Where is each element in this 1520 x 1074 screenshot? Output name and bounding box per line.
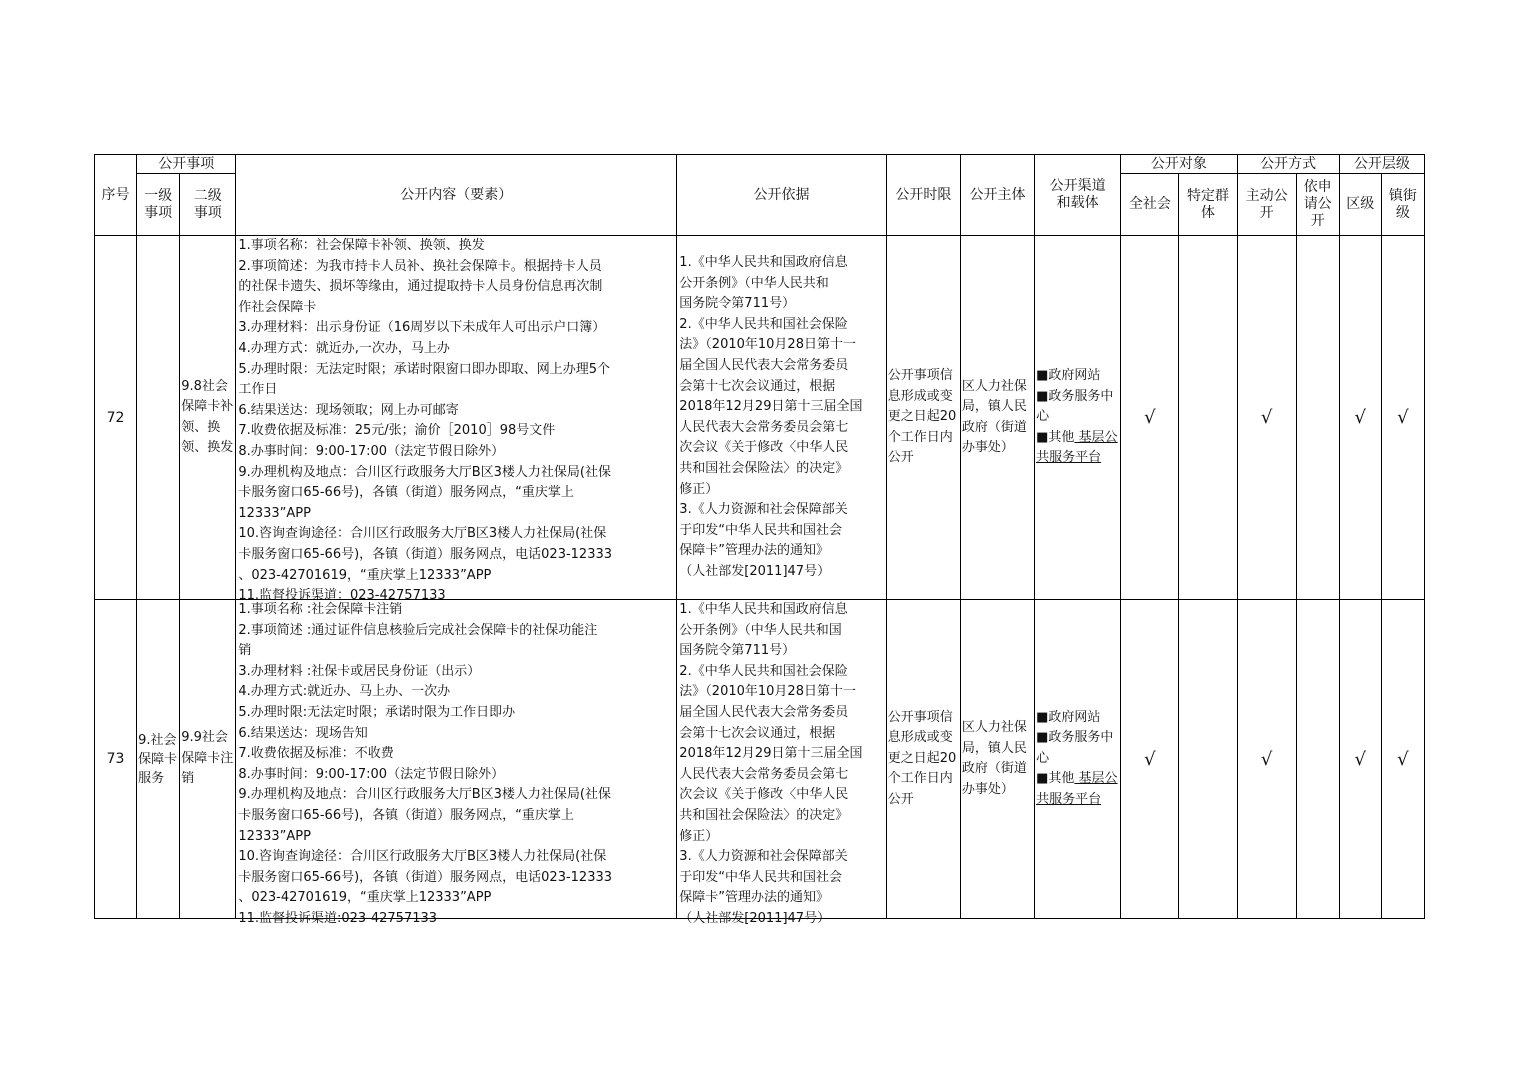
row-on-request (1296, 600, 1339, 919)
header-level1 (137, 174, 180, 236)
table-row (95, 236, 1425, 600)
channel-gov-website: ■政府网站 (1036, 709, 1101, 725)
row-content-lines (236, 236, 676, 604)
row-time-limit-text: 公开事项信息形成或变更之日起20个工作日内公开 (887, 709, 957, 807)
basis-line: （人社部发[2011]47号） (679, 910, 831, 926)
content-line: 12333”APP (238, 828, 311, 844)
header-seq: 序号 (95, 155, 137, 236)
content-line: 卡服务窗口65-66号)，各镇（街道）服务网点，“重庆掌上 (238, 807, 574, 823)
basis-line: 1.《中华人民共和国政府信息 (679, 602, 848, 617)
row-specific-group (1179, 236, 1237, 600)
basis-line: 人民代表大会常务委员会第七 (679, 419, 849, 435)
row-seq: 73 (95, 600, 137, 919)
content-line: 、023-42701619，“重庆掌上12333”APP (238, 567, 492, 583)
basis-line: 法》（2010年10月28日第十一 (679, 337, 856, 353)
row-level1 (137, 600, 180, 919)
row-level2-text: 9.9社会保障卡注销 (181, 730, 234, 787)
content-line: 卡服务窗口65-66号)，各镇（街道）服务网点，“重庆掌上 (238, 485, 574, 501)
row-district: √ (1339, 600, 1381, 919)
header-specific-group-text: 特定群体 (1186, 187, 1229, 221)
basis-line: 于印发“中华人民共和国社会 (679, 522, 843, 538)
basis-line: 共和国社会保险法〉的决定》 (679, 807, 849, 823)
row-town: √ (1381, 236, 1424, 600)
disclosure-table (94, 154, 1425, 926)
row-level1-text: 9.社会保障卡服务 (138, 732, 178, 786)
basis-line: 2018年12月29日第十三届全国 (679, 399, 863, 415)
row-subject (960, 600, 1034, 919)
basis-line: 2018年12月29日第十三届全国 (679, 746, 863, 762)
channel-gov-website: ■政府网站 (1036, 368, 1101, 384)
header-district: 区级 (1339, 174, 1381, 236)
row-level1-empty (137, 236, 180, 600)
header-level2-text: 二级事项 (193, 187, 222, 221)
row-content-lines (236, 600, 676, 926)
content-line: 的社保卡遗失、损坏等缘由，通过提取持卡人员身份信息再次制 (238, 279, 603, 295)
row-level2 (180, 600, 236, 919)
basis-line: 3.《人力资源和社会保障部关 (679, 502, 848, 518)
content-line: 11.监督投诉渠道:023-42757133 (238, 910, 438, 926)
basis-line: 国务院令第711号） (679, 643, 796, 659)
content-line: 1.事项名称：社会保障卡补领、换领、换发 (238, 238, 485, 253)
content-line: 2.事项简述 :通过证件信息核验后完成社会保障卡的社保功能注 (238, 622, 598, 638)
basis-line: 公开条例》（中华人民共和国 (679, 622, 842, 638)
row-channel-text (1035, 708, 1120, 811)
content-line: 5.办理时限：无法定时限；承诺时限窗口即办即取、网上办理5个 (238, 361, 610, 377)
content-line: 4.办理方式：就近办,一次办，马上办 (238, 340, 450, 356)
row-subject-text: 区人力社保局，镇人民政府（街道办事处） (961, 720, 1027, 797)
content-line: 7.收费依据及标准：25元/张；渝价［2010］98号文件 (238, 423, 556, 439)
row-active: √ (1237, 600, 1296, 919)
basis-line: 公开条例》（中华人民共和 (679, 275, 829, 291)
channel-other-text: 基层公共服务平台 (1036, 429, 1118, 466)
header-level1-text: 一级事项 (144, 187, 173, 221)
basis-line: 次会议《关于修改〈中华人民 (679, 440, 849, 456)
header-on-request (1296, 174, 1339, 236)
row-channel-text (1035, 366, 1120, 469)
header-town (1381, 174, 1424, 236)
row-level2 (180, 236, 236, 600)
header-on-request-text: 依申请公开 (1303, 179, 1332, 229)
content-line: 1.事项名称 :社会保障卡注销 (238, 602, 403, 617)
header-channel (1035, 155, 1121, 236)
basis-line: 人民代表大会常务委员会第七 (679, 766, 849, 782)
content-line: 3.办理材料：出示身份证（16周岁以下未成年人可出示户口簿） (238, 320, 606, 336)
row-town: √ (1381, 600, 1424, 919)
header-town-text: 镇街级 (1388, 187, 1417, 221)
row-basis (677, 236, 886, 600)
content-line: 4.办理方式:就近办、马上办、一次办 (238, 684, 451, 700)
content-line: 7.收费依据及标准：不收费 (238, 746, 394, 762)
header-subject: 公开主体 (960, 155, 1034, 236)
row-specific-group (1179, 600, 1237, 919)
content-line: 作社会保障卡 (238, 299, 317, 315)
header-target-group: 公开对象 (1121, 155, 1237, 174)
content-line: 10.咨询查询途径：合川区行政服务大厅B区3楼人力社保局(社保 (238, 526, 607, 542)
basis-line: 会第十七次会议通过，根据 (679, 725, 836, 741)
row-basis (677, 600, 886, 926)
basis-line: 2.《中华人民共和国社会保险 (679, 316, 848, 332)
header-level2 (180, 174, 236, 236)
row-subject (960, 236, 1034, 600)
basis-line: 修正） (679, 481, 719, 497)
basis-line: （人社部发[2011]47号） (679, 563, 831, 579)
header-time-limit: 公开时限 (886, 155, 960, 236)
basis-line: 2.《中华人民共和国社会保险 (679, 663, 848, 679)
row-subject-text: 区人力社保局，镇人民政府（街道办事处） (961, 378, 1027, 455)
header-level-group: 公开层级 (1339, 155, 1424, 174)
channel-service-center: ■政务服务中心 (1036, 388, 1114, 425)
basis-line: 共和国社会保险法〉的决定》 (679, 460, 849, 476)
header-channel-text: 公开渠道和载体 (1049, 178, 1106, 211)
content-line: 3.办理材料 :社保卡或居民身份证（出示） (238, 663, 481, 679)
basis-line: 保障卡”管理办法的通知》 (679, 890, 830, 906)
content-line: 9.办理机构及地点：合川区行政服务大厅B区3楼人力社保局(社保 (238, 787, 611, 803)
row-basis-lines (677, 600, 885, 926)
row-all-society: √ (1121, 600, 1179, 919)
content-line: 、023-42701619，“重庆掌上12333”APP (238, 890, 492, 906)
content-line: 8.办事时间：9:00-17:00（法定节假日除外） (238, 443, 505, 459)
row-time-limit (886, 600, 960, 919)
row-content (236, 236, 677, 604)
header-active-text: 主动公开 (1245, 187, 1288, 221)
channel-other-text: 基层公共服务平台 (1036, 771, 1118, 807)
content-line: 11.监督投诉渠道：023-42757133 (238, 588, 446, 604)
basis-line: 法》（2010年10月28日第十一 (679, 684, 856, 700)
basis-line: 届全国人民代表大会常务委员 (679, 704, 849, 720)
content-line: 5.办理时限:无法定时限；承诺时限为工作日即办 (238, 704, 516, 720)
basis-line: 届全国人民代表大会常务委员 (679, 357, 849, 373)
row-channel (1035, 236, 1121, 600)
header-all-society: 全社会 (1121, 174, 1179, 236)
header-row-1 (95, 155, 1425, 174)
content-line: 6.结果送达：现场告知 (238, 725, 368, 741)
row-time-limit-text: 公开事项信息形成或变更之日起20个工作日内公开 (887, 368, 957, 466)
header-specific-group (1179, 174, 1237, 236)
basis-line: 修正） (679, 828, 719, 844)
channel-service-center: ■政务服务中心 (1036, 730, 1114, 766)
channel-other-prefix: ■其他 (1036, 429, 1075, 445)
row-on-request (1296, 236, 1339, 600)
header-content: 公开内容（要素） (236, 155, 677, 236)
content-line: 卡服务窗口65-66号)，各镇（街道）服务网点，电话023-12333 (238, 869, 613, 885)
basis-line: 会第十七次会议通过，根据 (679, 378, 836, 394)
header-method-group: 公开方式 (1237, 155, 1339, 174)
content-line: 销 (238, 643, 252, 659)
basis-line: 3.《人力资源和社会保障部关 (679, 849, 848, 865)
channel-other-prefix: ■其他 (1036, 771, 1075, 787)
content-line: 卡服务窗口65-66号)，各镇（街道）服务网点，电话023-12333 (238, 546, 613, 562)
header-item-group: 公开事项 (137, 155, 236, 174)
header-basis: 公开依据 (677, 155, 886, 236)
table-row (95, 600, 1425, 919)
row-seq: 72 (95, 236, 137, 600)
basis-line: 1.《中华人民共和国政府信息 (679, 255, 848, 270)
content-line: 12333”APP (238, 505, 311, 521)
content-line: 2.事项简述：为我市持卡人员补、换社会保障卡。根据持卡人员 (238, 258, 602, 274)
row-level2-text: 9.8社会保障卡补领、换领、换发 (181, 378, 234, 455)
row-channel (1035, 600, 1121, 919)
basis-line: 国务院令第711号） (679, 296, 796, 312)
row-time-limit (886, 236, 960, 600)
row-content (236, 600, 677, 926)
basis-line: 保障卡”管理办法的通知》 (679, 543, 830, 559)
row-basis-lines (677, 236, 885, 598)
content-line: 10.咨询查询途径：合川区行政服务大厅B区3楼人力社保局(社保 (238, 849, 607, 865)
row-active: √ (1237, 236, 1296, 600)
content-line: 8.办事时间：9:00-17:00（法定节假日除外） (238, 766, 505, 782)
row-district: √ (1339, 236, 1381, 600)
basis-line: 于印发“中华人民共和国社会 (679, 869, 843, 885)
content-line: 6.结果送达：现场领取；网上办可邮寄 (238, 402, 459, 418)
row-all-society: √ (1121, 236, 1179, 600)
header-active (1237, 174, 1296, 236)
channel-other (1036, 428, 1119, 469)
basis-line: 次会议《关于修改〈中华人民 (679, 787, 849, 803)
channel-other (1036, 769, 1119, 810)
content-line: 9.办理机构及地点：合川区行政服务大厅B区3楼人力社保局(社保 (238, 464, 611, 480)
content-line: 工作日 (238, 382, 278, 398)
